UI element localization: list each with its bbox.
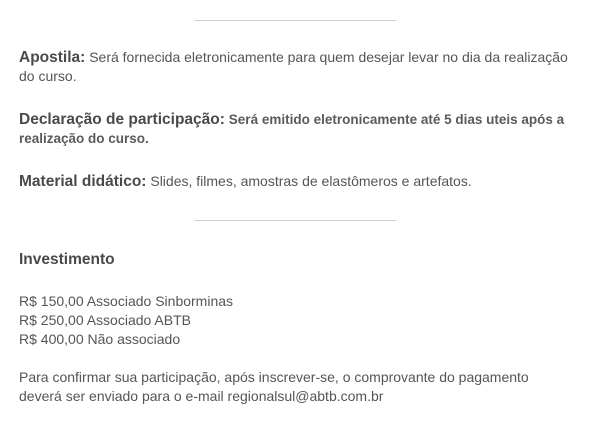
middle-divider (194, 220, 396, 221)
price-item-sinborminas: R$ 150,00 Associado Sinborminas (19, 293, 234, 309)
payment-note: Para confirmar sua participação, após inscrever-se, o comprovante do pagamento deverá ser enviado para o e-mail regionalsul@abtb.com.br (19, 369, 529, 404)
apostila-text: Será fornecida eletronicamente para quem desejar levar no dia da realização do curso. (19, 49, 568, 84)
material-label: Material didático: (19, 173, 147, 190)
apostila-section (19, 48, 581, 86)
investimento-heading: Investimento (19, 251, 115, 268)
price-item-abtb: R$ 250,00 Associado ABTB (19, 312, 191, 328)
price-item-nao-associado: R$ 400,00 Não associado (19, 331, 181, 347)
top-divider (194, 20, 396, 21)
declaracao-text: Será emitido eletronicamente até 5 dias uteis após a realização do curso. (19, 112, 565, 146)
material-section (19, 172, 581, 191)
price-list (19, 292, 233, 349)
material-text: Slides, filmes, amostras de elastômeros e artefatos. (150, 173, 472, 189)
declaracao-label: Declaração de participação: (19, 111, 225, 128)
declaracao-section (19, 110, 581, 148)
apostila-label: Apostila: (19, 49, 86, 66)
